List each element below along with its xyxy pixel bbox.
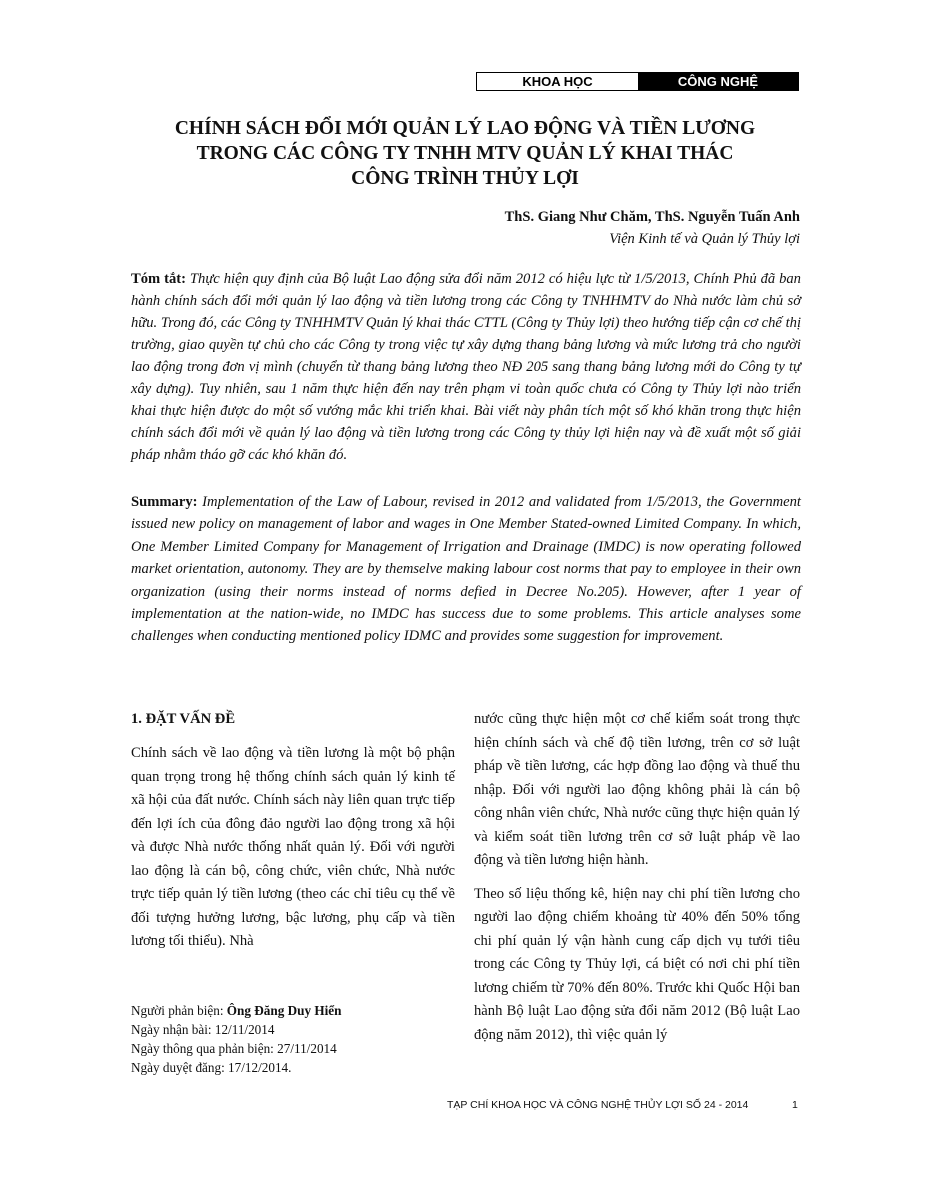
review-notes [131, 1001, 341, 1077]
abstract-label: Tóm tắt: [131, 271, 186, 287]
summary-label: Summary: [131, 494, 198, 510]
affiliation: Viện Kinh tế và Quản lý Thủy lợi [609, 231, 800, 247]
body-column-right [474, 708, 800, 1047]
abstract-en [131, 491, 801, 648]
article-title [130, 116, 800, 191]
section-heading: 1. ĐẶT VẤN ĐỀ [131, 711, 236, 727]
received-date: Ngày nhận bài: 12/11/2014 [131, 1022, 275, 1037]
authors: ThS. Giang Như Chăm, ThS. Nguyễn Tuấn Anh [504, 209, 800, 225]
section-header-box [476, 72, 799, 91]
body-column-left [131, 742, 455, 954]
journal-footer: TẠP CHÍ KHOA HỌC VÀ CÔNG NGHỆ THỦY LỢI SỐ 24 - 2014 [447, 1099, 749, 1111]
body-paragraph: Chính sách về lao động và tiền lương là một bộ phận quan trọng trong hệ thống chính sách quản lý kinh tế xã hội của đất nước. Chính sách này liên quan trực tiếp đến lợi ích của đông đảo người lao động trong xã hội và được Nhà nước thống nhất quản lý. Đối với người lao động là cán bộ, công chức, viên chức, Nhà nước trực tiếp quản lý tiền lương (theo các chỉ tiêu cụ thể về đối tượng hưởng lương, bậc lương, phụ cấp và tiền lương tối thiểu). Nhà [131, 745, 455, 949]
abstract-text: Thực hiện quy định của Bộ luật Lao động sửa đổi năm 2012 có hiệu lực từ 1/5/2013, Chính Phủ đã ban hành chính sách đổi mới quản lý lao động và tiền lương trong các Công ty TNHHMTV do Nhà nước làm chủ sở hữu. Trong đó, các Công ty TNHHMTV Quản lý khai thác CTTL (Công ty Thủy lợi) theo hướng tiếp cận cơ chế thị trường, giao quyền tự chủ cho các Công ty trong việc tự xây dựng thang bảng lương và mức lương trả cho người lao động trong đơn vị mình (chuyển từ thang bảng lương theo NĐ 205 sang thang bảng lương mới do Công ty tự xây dựng). Tuy nhiên, sau 1 năm thực hiện đến nay trên phạm vi toàn quốc chưa có Công ty Thủy lợi nào triển khai thực hiện được do một số vướng mắc khi triển khai. Bài viết này phân tích một số khó khăn trong thực hiện chính sách đổi mới về quản lý lao động và tiền lương trong các Công ty thủy lợi hiện nay và đề xuất một số giải pháp nhằm tháo gỡ các khó khăn đó. [131, 271, 801, 463]
reviewed-date: Ngày thông qua phản biện: 27/11/2014 [131, 1041, 337, 1056]
title-line-2: TRONG CÁC CÔNG TY TNHH MTV QUẢN LÝ KHAI THÁC [196, 143, 734, 164]
page-number: 1 [792, 1099, 798, 1111]
body-paragraph: nước cũng thực hiện một cơ chế kiểm soát trong thực hiện chính sách và chế độ tiền lương, trên cơ sở luật pháp về tiền lương, các hợp đồng lao động và thuế thu nhập. Đối với người lao động không phải là cán bộ công nhân viên chức, Nhà nước cũng thực hiện quản lý và kiểm soát tiền lương trên cơ sở luật pháp về lao động và tiền lương hiện hành. [474, 711, 800, 868]
section-header-right: CÔNG NGHỆ [638, 73, 798, 90]
title-line-3: CÔNG TRÌNH THỦY LỢI [351, 168, 579, 189]
reviewer-name: Ông Đăng Duy Hiển [226, 1003, 342, 1018]
abstract-vi [131, 268, 801, 466]
body-paragraph: Theo số liệu thống kê, hiện nay chi phí tiền lương cho người lao động chiếm khoảng từ 40% đến 50% tổng chi phí quản lý vận hành cung cấp dịch vụ tưới tiêu trong các Công ty Thủy lợi, cá biệt có nơi chi phí tiền lương chiếm từ 70% đến 80%. Trước khi Quốc Hội ban hành Bộ luật Lao động sửa đổi năm 2012 (Bộ luật Lao động năm 2012), thì việc quản lý [474, 885, 800, 1043]
summary-text: Implementation of the Law of Labour, revised in 2012 and validated from 1/5/2013, the Government issued new policy on management of labor and wages in One Member Stated-owned Limited Company. In which, One Member Limited Company for Management of Irrigation and Drainage (IMDC) is now operating followed market orientation, autonomy. They are by themselve making labour cost norms that pay to employee in their own organization (using their norms instead of norms defied in Decree No.205). However, after 1 year of implementation at the nation-wide, no IMDC has success due to some problems. This article analyses some challenges when conducting mentioned policy IDMC and provides some suggestion for improvement. [131, 494, 801, 645]
approved-date: Ngày duyệt đăng: 17/12/2014. [131, 1060, 292, 1075]
title-line-1: CHÍNH SÁCH ĐỔI MỚI QUẢN LÝ LAO ĐỘNG VÀ TIỀN LƯƠNG [174, 118, 756, 139]
section-header-left: KHOA HỌC [522, 74, 593, 89]
reviewer-label: Người phản biện: [131, 1003, 227, 1018]
reviewer-line [131, 1001, 341, 1020]
